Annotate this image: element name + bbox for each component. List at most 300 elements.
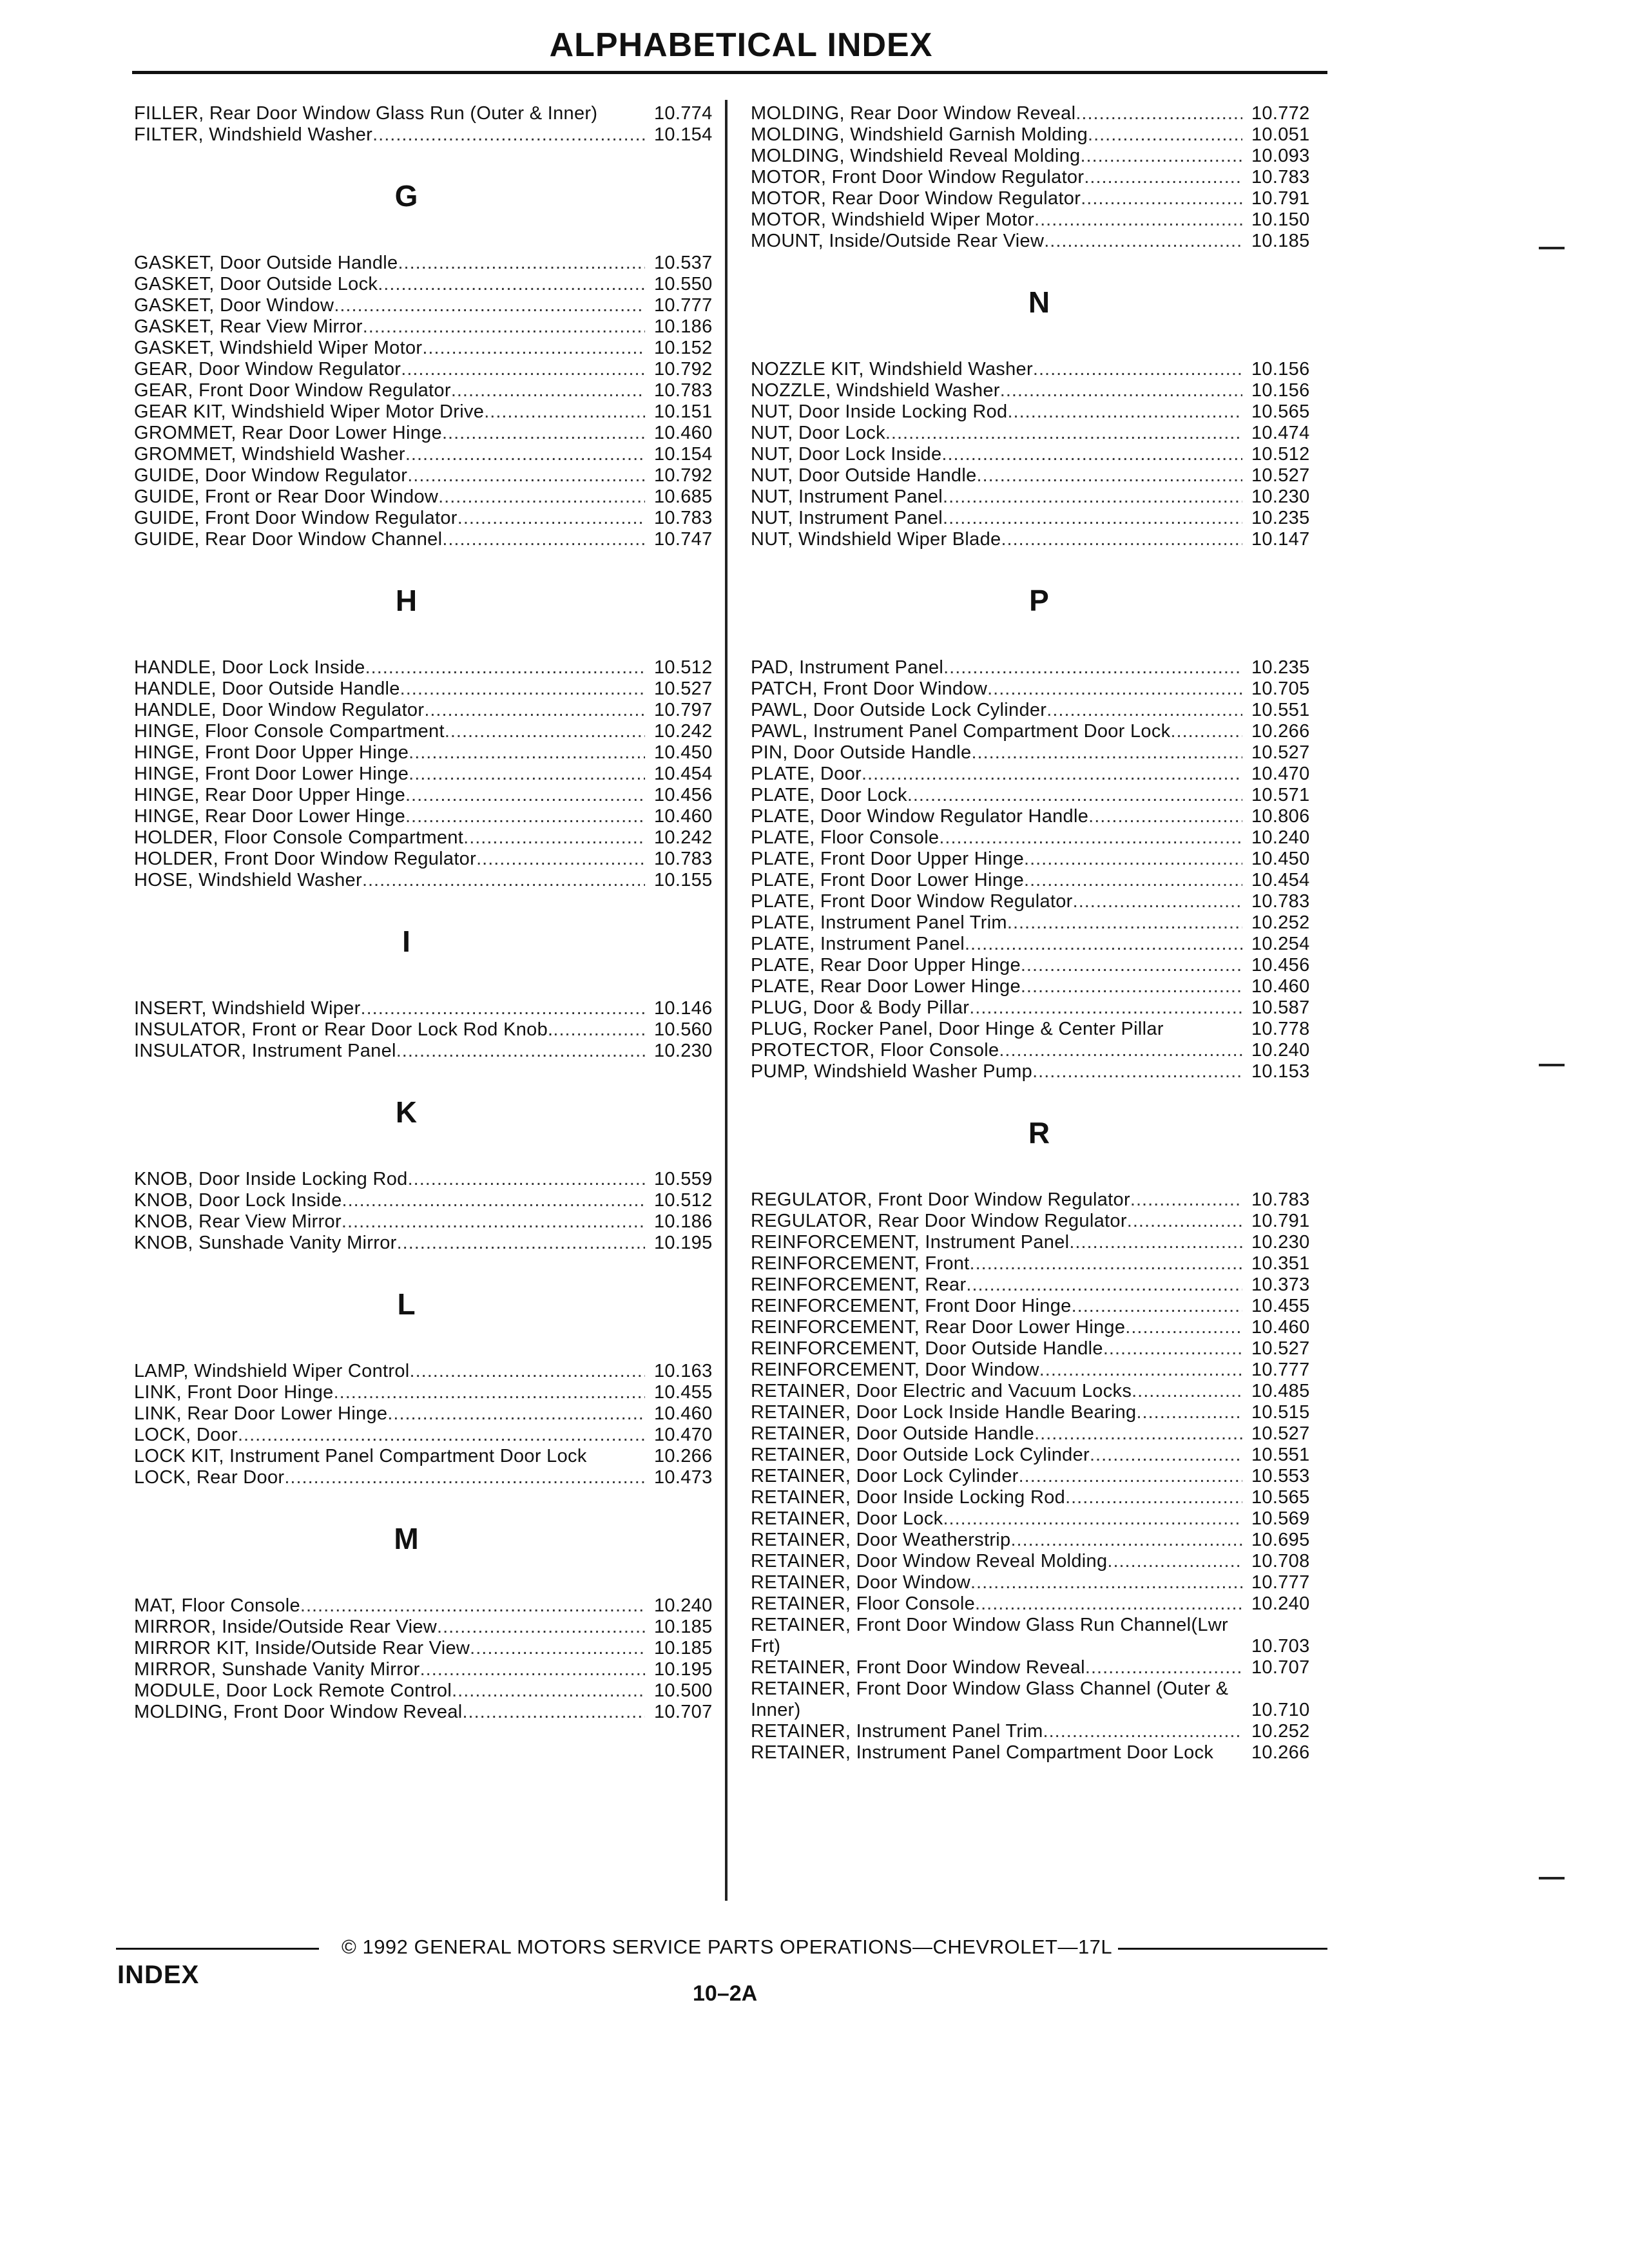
entry-page: 10.778: [1251, 1019, 1310, 1039]
page-title: ALPHABETICAL INDEX: [549, 26, 933, 64]
entry-name: GUIDE, Rear Door Window Channel .....: [134, 529, 645, 550]
margin-mark: [1539, 247, 1565, 249]
entry-page: 10.456: [1251, 955, 1310, 975]
entry-name: REINFORCEMENT, Door Window .....: [751, 1360, 1242, 1381]
entry-page: 10.147: [1251, 529, 1310, 550]
index-entry: [751, 188, 1327, 209]
entry-name: LOCK, Door .....: [134, 1425, 645, 1446]
index-entry: [134, 1659, 730, 1680]
entry-name: HINGE, Front Door Upper Hinge .....: [134, 742, 645, 764]
entry-name: PLATE, Instrument Panel Trim .....: [751, 912, 1242, 934]
index-entry: [751, 1360, 1327, 1381]
index-entry: [751, 849, 1327, 870]
index-entry: [751, 103, 1327, 124]
index-entry: [751, 1530, 1327, 1551]
index-entry: [134, 508, 730, 529]
index-entry: [751, 1657, 1327, 1678]
index-entry: [751, 827, 1327, 849]
entry-page: 10.500: [654, 1680, 713, 1701]
entry-name: MOUNT, Inside/Outside Rear View .....: [751, 231, 1242, 252]
entry-page: 10.450: [1251, 849, 1310, 869]
index-entry: [134, 1702, 730, 1723]
index-entry: [751, 1615, 1327, 1657]
entry-name: GASKET, Door Outside Lock .....: [134, 274, 645, 295]
entry-name: NUT, Instrument Panel .....: [751, 508, 1242, 529]
index-entry: [134, 870, 730, 891]
index-entry: [751, 764, 1327, 785]
section-letter: M: [394, 1522, 419, 1555]
entry-name: GEAR, Front Door Window Regulator .....: [134, 380, 645, 401]
entry-page: 10.485: [1251, 1381, 1310, 1401]
index-entry: [751, 124, 1327, 146]
copyright-text: © 1992 GENERAL MOTORS SERVICE PARTS OPERATIONS—CHEVROLET—17L: [342, 1936, 1113, 1958]
entry-name: REINFORCEMENT, Rear .....: [751, 1274, 1242, 1296]
entry-name: RETAINER, Instrument Panel Compartment Door Lock: [751, 1742, 1214, 1763]
entry-name: NUT, Door Outside Handle .....: [751, 465, 1242, 486]
entry-name: MOLDING, Rear Door Window Reveal .....: [751, 103, 1242, 124]
entry-name: MIRROR KIT, Inside/Outside Rear View .....: [134, 1638, 645, 1659]
index-entry: [751, 1253, 1327, 1274]
entry-page: 10.240: [1251, 827, 1310, 848]
index-entry: [134, 1595, 730, 1617]
entry-page: 10.186: [654, 1211, 713, 1232]
entry-name: LINK, Rear Door Lower Hinge .....: [134, 1403, 645, 1425]
entry-name: NUT, Instrument Panel .....: [751, 486, 1242, 508]
entry-page: 10.470: [1251, 764, 1310, 784]
entry-page: 10.747: [654, 529, 713, 550]
entry-name: PAWL, Door Outside Lock Cylinder .....: [751, 700, 1242, 721]
index-entry: [751, 1423, 1327, 1445]
entry-name: INSULATOR, Instrument Panel .....: [134, 1041, 645, 1062]
entry-name: PLATE, Instrument Panel .....: [751, 934, 1242, 955]
entry-page: 10.791: [1251, 188, 1310, 209]
index-entry: [134, 1638, 730, 1659]
entry-name: RETAINER, Front Door Window Glass Channel (Outer & Inner): [751, 1678, 1229, 1720]
entry-page: 10.240: [1251, 1593, 1310, 1614]
entry-page: 10.163: [654, 1361, 713, 1381]
section-letter: G: [394, 179, 418, 213]
entry-page: 10.154: [654, 124, 713, 145]
entry-page: 10.560: [654, 1019, 713, 1040]
entry-name: KNOB, Rear View Mirror .....: [134, 1211, 645, 1233]
entry-name: NOZZLE, Windshield Washer .....: [751, 380, 1242, 401]
entry-name: PLATE, Front Door Lower Hinge .....: [751, 870, 1242, 891]
entry-name: GUIDE, Front or Rear Door Window .....: [134, 486, 645, 508]
entry-page: 10.783: [654, 849, 713, 869]
entry-page: 10.527: [654, 678, 713, 699]
index-entry: [134, 827, 730, 849]
entry-name: GUIDE, Door Window Regulator .....: [134, 465, 645, 486]
entry-name: PLATE, Front Door Upper Hinge .....: [751, 849, 1242, 870]
entry-page: 10.450: [654, 742, 713, 763]
index-entry: [751, 209, 1327, 231]
entry-name: PLUG, Rocker Panel, Door Hinge & Center Pillar: [751, 1019, 1164, 1039]
index-entry: [751, 1019, 1327, 1040]
entry-name: MOTOR, Windshield Wiper Motor .....: [751, 209, 1242, 231]
entry-page: 10.695: [1251, 1530, 1310, 1550]
entry-name: MIRROR, Sunshade Vanity Mirror .....: [134, 1659, 645, 1680]
index-entry: [134, 1446, 730, 1467]
entry-name: HINGE, Front Door Lower Hinge .....: [134, 764, 645, 785]
entry-name: LAMP, Windshield Wiper Control .....: [134, 1361, 645, 1382]
entry-page: 10.783: [1251, 891, 1310, 912]
entry-page: 10.774: [654, 103, 713, 124]
entry-name: NOZZLE KIT, Windshield Washer .....: [751, 359, 1242, 380]
index-entry: [134, 1403, 730, 1425]
entry-page: 10.153: [1251, 1061, 1310, 1082]
entry-page: 10.792: [654, 359, 713, 380]
entry-page: 10.185: [654, 1638, 713, 1658]
entry-name: GUIDE, Front Door Window Regulator .....: [134, 508, 645, 529]
index-entry: [751, 465, 1327, 486]
index-entry: [134, 316, 730, 338]
entry-name: INSULATOR, Front or Rear Door Lock Rod Knob. .....: [134, 1019, 645, 1041]
index-entry: [751, 359, 1327, 380]
left-column: [134, 103, 730, 1723]
entry-name: REGULATOR, Front Door Window Regulator .....: [751, 1189, 1242, 1211]
index-entry: [751, 1061, 1327, 1082]
entry-name: MOTOR, Front Door Window Regulator .....: [751, 167, 1242, 188]
entry-name: GASKET, Windshield Wiper Motor .....: [134, 338, 645, 359]
entry-page: 10.551: [1251, 700, 1310, 720]
index-entry: [134, 998, 730, 1019]
index-entry: [751, 529, 1327, 550]
entry-page: 10.569: [1251, 1508, 1310, 1529]
index-entry: [751, 657, 1327, 678]
index-entry: [751, 891, 1327, 912]
entry-page: 10.185: [654, 1617, 713, 1637]
entry-name: PLATE, Rear Door Upper Hinge .....: [751, 955, 1242, 976]
entry-name: NUT, Windshield Wiper Blade .....: [751, 529, 1242, 550]
index-entry: [751, 1296, 1327, 1317]
entry-page: 10.460: [654, 1403, 713, 1424]
entry-page: 10.460: [654, 806, 713, 827]
index-entry: [134, 1617, 730, 1638]
entry-name: PLATE, Front Door Window Regulator .....: [751, 891, 1242, 912]
entry-name: PROTECTOR, Floor Console .....: [751, 1040, 1242, 1061]
entry-page: 10.792: [654, 465, 713, 486]
entry-name: GROMMET, Windshield Washer .....: [134, 444, 645, 465]
entry-name: RETAINER, Door Window .....: [751, 1572, 1242, 1593]
index-entry: [134, 253, 730, 274]
index-entry: [751, 486, 1327, 508]
entry-page: 10.685: [654, 486, 713, 507]
index-entry: [134, 1019, 730, 1041]
entry-page: 10.791: [1251, 1211, 1310, 1231]
entry-name: PLUG, Door & Body Pillar .....: [751, 997, 1242, 1019]
section-label: INDEX: [117, 1961, 200, 1989]
entry-name: PUMP, Windshield Washer Pump .....: [751, 1061, 1242, 1082]
index-entry: [751, 785, 1327, 806]
entry-page: 10.242: [654, 827, 713, 848]
entry-name: HINGE, Floor Console Compartment .....: [134, 721, 645, 742]
entry-page: 10.707: [654, 1702, 713, 1722]
section-letter: P: [1029, 584, 1049, 617]
index-entry: [134, 1425, 730, 1446]
index-entry: [751, 444, 1327, 465]
entry-page: 10.777: [1251, 1360, 1310, 1380]
entry-page: 10.707: [1251, 1657, 1310, 1678]
entry-page: 10.254: [1251, 934, 1310, 954]
entry-page: 10.474: [1251, 423, 1310, 443]
index-entry: [751, 508, 1327, 529]
entry-page: 10.185: [1251, 231, 1310, 251]
entry-page: 10.783: [1251, 1189, 1310, 1210]
entry-name: REGULATOR, Rear Door Window Regulator .....: [751, 1211, 1242, 1232]
entry-page: 10.454: [1251, 870, 1310, 890]
index-entry: [751, 912, 1327, 934]
index-entry: [751, 380, 1327, 401]
entry-page: 10.150: [1251, 209, 1310, 230]
entry-name: HOSE, Windshield Washer .....: [134, 870, 645, 891]
entry-name: REINFORCEMENT, Instrument Panel .....: [751, 1232, 1242, 1253]
section-letter: I: [402, 925, 410, 958]
entry-page: 10.515: [1251, 1402, 1310, 1423]
entry-page: 10.772: [1251, 103, 1310, 124]
entry-name: PATCH, Front Door Window .....: [751, 678, 1242, 700]
index-entry: [134, 465, 730, 486]
index-entry: [751, 997, 1327, 1019]
index-entry: [751, 1551, 1327, 1572]
section-letter: N: [1028, 285, 1050, 319]
entry-page: 10.455: [1251, 1296, 1310, 1316]
index-entry: [134, 1361, 730, 1382]
entry-page: 10.240: [1251, 1040, 1310, 1061]
entry-name: HANDLE, Door Lock Inside .....: [134, 657, 645, 678]
index-entry: [751, 806, 1327, 827]
entry-name: MOLDING, Windshield Garnish Molding .....: [751, 124, 1242, 146]
entry-page: 10.156: [1251, 359, 1310, 380]
margin-mark: [1539, 1877, 1565, 1879]
index-entry: [134, 678, 730, 700]
entry-name: HANDLE, Door Outside Handle .....: [134, 678, 645, 700]
section-letter: K: [395, 1095, 418, 1129]
index-entry: [751, 1211, 1327, 1232]
entry-name: RETAINER, Floor Console .....: [751, 1593, 1242, 1615]
entry-name: RETAINER, Door Window Reveal Molding .....: [751, 1551, 1242, 1572]
entry-page: 10.512: [1251, 444, 1310, 465]
index-entry: [134, 359, 730, 380]
entry-page: 10.777: [1251, 1572, 1310, 1593]
entry-page: 10.454: [654, 764, 713, 784]
entry-page: 10.154: [654, 444, 713, 465]
entry-name: HANDLE, Door Window Regulator .....: [134, 700, 645, 721]
entry-page: 10.093: [1251, 146, 1310, 166]
index-entry: [751, 1232, 1327, 1253]
entry-page: 10.553: [1251, 1466, 1310, 1486]
entry-name: NUT, Door Inside Locking Rod .....: [751, 401, 1242, 423]
entry-page: 10.460: [1251, 1317, 1310, 1338]
entry-name: FILLER, Rear Door Window Glass Run (Outer & Inner): [134, 103, 598, 124]
footer-rule-left: [116, 1948, 319, 1950]
entry-name: PLATE, Rear Door Lower Hinge .....: [751, 976, 1242, 997]
entry-page: 10.051: [1251, 124, 1310, 145]
entry-page: 10.537: [654, 253, 713, 273]
entry-page: 10.455: [654, 1382, 713, 1403]
index-entry: [751, 1572, 1327, 1593]
index-entry: [134, 274, 730, 295]
entry-name: RETAINER, Door Lock Inside Handle Bearing .....: [751, 1402, 1242, 1423]
entry-name: PLATE, Floor Console .....: [751, 827, 1242, 849]
index-entry: [751, 1274, 1327, 1296]
index-entry: [134, 764, 730, 785]
entry-name: MIRROR, Inside/Outside Rear View .....: [134, 1617, 645, 1638]
entry-name: KNOB, Door Inside Locking Rod .....: [134, 1169, 645, 1190]
entry-name: RETAINER, Door Outside Lock Cylinder .....: [751, 1445, 1242, 1466]
index-entry: [134, 103, 730, 124]
entry-page: 10.783: [654, 380, 713, 401]
entry-name: HINGE, Rear Door Lower Hinge .....: [134, 806, 645, 827]
section-letter: R: [1028, 1116, 1050, 1149]
page-number: 10–2A: [693, 1981, 758, 2006]
index-entry: [751, 721, 1327, 742]
index-entry: [134, 1041, 730, 1062]
entry-page: 10.155: [654, 870, 713, 890]
entry-name: MOLDING, Windshield Reveal Molding .....: [751, 146, 1242, 167]
entry-name: RETAINER, Front Door Window Reveal .....: [751, 1657, 1242, 1678]
entry-page: 10.777: [654, 295, 713, 316]
index-entry: [134, 1680, 730, 1702]
entry-name: RETAINER, Door Lock .....: [751, 1508, 1242, 1530]
index-entry: [134, 486, 730, 508]
index-entry: [134, 1233, 730, 1254]
entry-page: 10.252: [1251, 912, 1310, 933]
entry-page: 10.806: [1251, 806, 1310, 827]
entry-name: GEAR, Door Window Regulator .....: [134, 359, 645, 380]
entry-name: NUT, Door Lock Inside .....: [751, 444, 1242, 465]
index-entry: [134, 742, 730, 764]
entry-name: PAD, Instrument Panel .....: [751, 657, 1242, 678]
entry-page: 10.783: [1251, 167, 1310, 187]
entry-page: 10.708: [1251, 1551, 1310, 1571]
entry-name: PIN, Door Outside Handle .....: [751, 742, 1242, 764]
entry-name: RETAINER, Door Weatherstrip .....: [751, 1530, 1242, 1551]
entry-name: RETAINER, Door Lock Cylinder .....: [751, 1466, 1242, 1487]
entry-page: 10.240: [654, 1595, 713, 1616]
entry-page: 10.156: [1251, 380, 1310, 401]
entry-page: 10.527: [1251, 465, 1310, 486]
index-entry: [751, 700, 1327, 721]
index-entry: [751, 955, 1327, 976]
entry-name: PAWL, Instrument Panel Compartment Door Lock .....: [751, 721, 1242, 742]
index-entry: [134, 1169, 730, 1190]
entry-name: MOTOR, Rear Door Window Regulator .....: [751, 188, 1242, 209]
index-entry: [134, 700, 730, 721]
index-entry: [134, 806, 730, 827]
entry-page: 10.550: [654, 274, 713, 294]
index-entry: [751, 231, 1327, 252]
entry-name: REINFORCEMENT, Door Outside Handle .....: [751, 1338, 1242, 1360]
index-entry: [751, 742, 1327, 764]
entry-name: RETAINER, Instrument Panel Trim .....: [751, 1721, 1242, 1742]
entry-page: 10.470: [654, 1425, 713, 1445]
index-entry: [751, 976, 1327, 997]
index-entry: [751, 146, 1327, 167]
index-entry: [134, 444, 730, 465]
entry-name: NUT, Door Lock .....: [751, 423, 1242, 444]
index-entry: [751, 1040, 1327, 1061]
entry-page: 10.797: [654, 700, 713, 720]
entry-page: 10.565: [1251, 401, 1310, 422]
index-entry: [751, 1593, 1327, 1615]
index-entry: [134, 1467, 730, 1488]
entry-page: 10.242: [654, 721, 713, 742]
index-entry: [751, 1317, 1327, 1338]
entry-page: 10.266: [654, 1446, 713, 1466]
entry-name: REINFORCEMENT, Rear Door Lower Hinge .....: [751, 1317, 1242, 1338]
entry-name: KNOB, Sunshade Vanity Mirror .....: [134, 1233, 645, 1254]
entry-page: 10.565: [1251, 1487, 1310, 1508]
entry-page: 10.473: [654, 1467, 713, 1488]
right-column: [751, 103, 1327, 1763]
section-letter: H: [395, 584, 418, 617]
index-entry: [751, 1487, 1327, 1508]
index-entry: [751, 423, 1327, 444]
entry-page: 10.195: [654, 1233, 713, 1253]
entry-name: RETAINER, Door Inside Locking Rod .....: [751, 1487, 1242, 1508]
entry-page: 10.460: [1251, 976, 1310, 997]
entry-name: RETAINER, Door Electric and Vacuum Locks .....: [751, 1381, 1242, 1402]
footer-rule-right: [1118, 1948, 1327, 1950]
entry-name: REINFORCEMENT, Front Door Hinge .....: [751, 1296, 1242, 1317]
entry-page: 10.527: [1251, 742, 1310, 763]
title-rule: [132, 71, 1327, 74]
entry-page: 10.559: [654, 1169, 713, 1189]
entry-name: LINK, Front Door Hinge .....: [134, 1382, 645, 1403]
entry-name: GROMMET, Rear Door Lower Hinge .....: [134, 423, 645, 444]
index-entry: [751, 678, 1327, 700]
entry-page: 10.230: [1251, 486, 1310, 507]
entry-name: PLATE, Door Window Regulator Handle .....: [751, 806, 1242, 827]
entry-page: 10.527: [1251, 1338, 1310, 1359]
entry-page: 10.266: [1251, 721, 1310, 742]
entry-page: 10.551: [1251, 1445, 1310, 1465]
index-entry: [751, 1338, 1327, 1360]
index-entry: [751, 1466, 1327, 1487]
entry-page: 10.705: [1251, 678, 1310, 699]
index-entry: [751, 870, 1327, 891]
entry-name: LOCK, Rear Door .....: [134, 1467, 645, 1488]
index-entry: [751, 1678, 1327, 1721]
entry-name: HOLDER, Floor Console Compartment .....: [134, 827, 645, 849]
entry-name: PLATE, Door Lock .....: [751, 785, 1242, 806]
entry-page: 10.230: [654, 1041, 713, 1061]
entry-page: 10.195: [654, 1659, 713, 1680]
entry-name: GEAR KIT, Windshield Wiper Motor Drive .....: [134, 401, 645, 423]
index-entry: [134, 338, 730, 359]
entry-name: MAT, Floor Console .....: [134, 1595, 645, 1617]
entry-page: 10.151: [654, 401, 713, 422]
entry-page: 10.252: [1251, 1721, 1310, 1742]
entry-page: 10.456: [654, 785, 713, 805]
margin-mark: [1539, 1064, 1565, 1066]
index-entry: [751, 401, 1327, 423]
entry-page: 10.710: [1251, 1700, 1310, 1720]
entry-name: MOLDING, Front Door Window Reveal .....: [134, 1702, 645, 1723]
index-entry: [134, 1211, 730, 1233]
entry-page: 10.266: [1251, 1742, 1310, 1763]
entry-page: 10.571: [1251, 785, 1310, 805]
index-entry: [751, 1742, 1327, 1763]
entry-name: RETAINER, Front Door Window Glass Run Channel(Lwr Frt): [751, 1615, 1229, 1657]
index-entry: [134, 124, 730, 146]
index-entry: [134, 401, 730, 423]
entry-name: RETAINER, Door Outside Handle .....: [751, 1423, 1242, 1445]
index-entry: [751, 167, 1327, 188]
entry-page: 10.512: [654, 657, 713, 678]
entry-name: MODULE, Door Lock Remote Control .....: [134, 1680, 645, 1702]
entry-name: LOCK KIT, Instrument Panel Compartment Door Lock: [134, 1446, 587, 1466]
